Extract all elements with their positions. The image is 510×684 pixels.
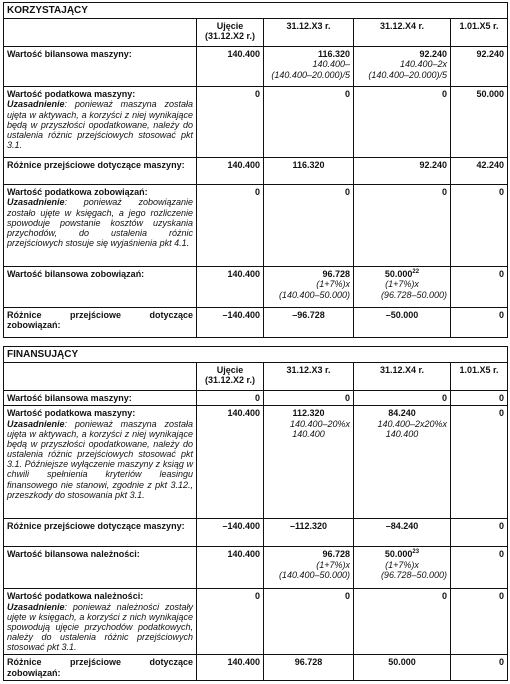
table-row: [4, 519, 508, 547]
value-cell: 112.320 140.400–20%x 140.400: [264, 406, 354, 519]
value-cell: 0: [451, 185, 508, 267]
row-label: Różnice przejściowe dotyczące zobowiązań:: [4, 308, 197, 338]
value-cell: 0: [354, 589, 451, 655]
value-cell: 92.240 140.400–2x (140.400–20.000)/5: [354, 47, 451, 87]
korzystajacy-table: [3, 2, 508, 338]
header-ujecie: [197, 363, 264, 391]
row-label: Wartość bilansowa zobowiązań:: [4, 267, 197, 308]
value-cell: 116.320: [264, 158, 354, 185]
value-cell: 0: [451, 308, 508, 338]
value-cell: 140.400: [197, 406, 264, 519]
finansujacy-table: [3, 346, 508, 681]
value-cell: 0: [451, 547, 508, 589]
value-cell: 0: [264, 589, 354, 655]
table-row: [4, 47, 508, 87]
row-label: Wartość podatkowa należności: Uzasadnienie: ponieważ należności zostały ujęte w księgach, a korzyści z nich wynikające spowodują ujęcie przychodów podatkowych, należy do ustalenia różnic przejściowych stosować pkt 3.1.: [4, 589, 197, 655]
row-label: Wartość bilansowa należności:: [4, 547, 197, 589]
header-x3: 31.12.X3 r.: [264, 363, 354, 391]
value-cell: –84.240: [354, 519, 451, 547]
table-row: [4, 391, 508, 406]
value-cell: 42.240: [451, 158, 508, 185]
header-x4: 31.12.X4 r.: [354, 19, 451, 47]
row-label: Wartość podatkowa zobowiązań: Uzasadnienie: ponieważ zobowiązanie zostało ujęte w księgach, a jego rozliczenie spowoduje powstanie kosztów uzyskania przychodów, do ustalenia różnic przejściowych stosuje się wyjaśnienia pkt 4.1.: [4, 185, 197, 267]
value-cell: –50.000: [354, 308, 451, 338]
value-cell: 0: [354, 391, 451, 406]
value-cell: 0: [451, 406, 508, 519]
value-cell: 140.400: [197, 158, 264, 185]
section-title: FINANSUJĄCY: [4, 347, 508, 363]
value-cell: 0: [197, 87, 264, 158]
table-row: [4, 158, 508, 185]
table-row: [4, 406, 508, 519]
value-cell: 0: [197, 589, 264, 655]
header-x3: 31.12.X3 r.: [264, 19, 354, 47]
header-label: Ujęcie: [216, 365, 244, 376]
value-cell: 84.240 140.400–2x20%x 140.400: [354, 406, 451, 519]
table-row: [4, 589, 508, 655]
value-cell: 92.240: [451, 47, 508, 87]
value-cell: 140.400: [197, 47, 264, 87]
header-x5: 1.01.X5 r.: [451, 363, 508, 391]
header-x5: 1.01.X5 r.: [451, 19, 508, 47]
value-cell: 0: [264, 87, 354, 158]
row-label: Wartość podatkowa maszyny: Uzasadnienie: ponieważ maszyna została ujęta w aktywach, a korzyści z niej wynikające będą w przyszłości opodatkowane, należy do ustalenia różnic przejściowych stosować pkt 3.1.: [4, 87, 197, 158]
value-cell: 0: [197, 391, 264, 406]
header-sub-label: (31.12.X2 r.): [204, 31, 256, 42]
value-cell: 50.000: [451, 87, 508, 158]
value-cell: 0: [264, 185, 354, 267]
table-row: [4, 308, 508, 338]
header-x4: 31.12.X4 r.: [354, 363, 451, 391]
header-ujecie: [197, 19, 264, 47]
row-label: Różnice przejściowe dotyczące maszyny:: [4, 519, 197, 547]
value-cell: 116.320 140.400– (140.400–20.000)/5: [264, 47, 354, 87]
value-cell: 0: [451, 267, 508, 308]
value-cell: 50.000$^{23}$ (1+7%)x (96.728–50.000): [354, 547, 451, 589]
footnote-ref: 23: [412, 549, 420, 556]
value-cell: 0: [354, 185, 451, 267]
value-cell: 0: [264, 391, 354, 406]
value-cell: 50.000: [354, 655, 451, 681]
value-cell: 0: [451, 391, 508, 406]
footnote-ref: 22: [412, 269, 420, 276]
row-label: Różnice przejściowe dotyczące zobowiązań:: [4, 655, 197, 681]
value-cell: 0: [197, 185, 264, 267]
row-label: Różnice przejściowe dotyczące maszyny:: [4, 158, 197, 185]
row-label: Wartość podatkowa maszyny: Uzasadnienie: ponieważ maszyna została ujęta w aktywach, a korzyści z niej wynikające będą w przyszłości opodatkowane, należy do ustalenia różnic przejściowych stosować pkt 3.1. Późniejsze wyłączenie maszyny z ksiąg w chwili spełnienia kryteriów leasingu finansowego nie stanowi, zgodnie z pkt 3.12., przeszkody do stosowania pkt 3.1.: [4, 406, 197, 519]
table-row: [4, 547, 508, 589]
value-cell: 0: [451, 655, 508, 681]
header-empty-cell: [4, 363, 197, 391]
value-cell: 0: [451, 589, 508, 655]
value-cell: –140.400: [197, 519, 264, 547]
value-cell: 140.400: [197, 655, 264, 681]
value-cell: 96.728 (1+7%)x (140.400–50.000): [264, 547, 354, 589]
table-row: [4, 267, 508, 308]
value-cell: –112.320: [264, 519, 354, 547]
value-cell: 96.728: [264, 655, 354, 681]
header-sub-label: (31.12.X2 r.): [204, 375, 256, 386]
value-cell: 50.000$^{22}$ (1+7%)x (96.728–50.000): [354, 267, 451, 308]
value-cell: 0: [354, 87, 451, 158]
header-empty-cell: [4, 19, 197, 47]
value-cell: 92.240: [354, 158, 451, 185]
table-row: [4, 87, 508, 158]
value-cell: –96.728: [264, 308, 354, 338]
value-cell: 0: [451, 519, 508, 547]
value-cell: 140.400: [197, 267, 264, 308]
row-label: Wartość bilansowa maszyny:: [4, 47, 197, 87]
table-row: [4, 185, 508, 267]
value-cell: 96.728 (1+7%)x (140.400–50.000): [264, 267, 354, 308]
header-label: Ujęcie: [216, 21, 244, 32]
value-cell: –140.400: [197, 308, 264, 338]
row-label: Wartość bilansowa maszyny:: [4, 391, 197, 406]
value-cell: 140.400: [197, 547, 264, 589]
section-title: KORZYSTAJĄCY: [4, 3, 508, 19]
table-row: [4, 655, 508, 681]
